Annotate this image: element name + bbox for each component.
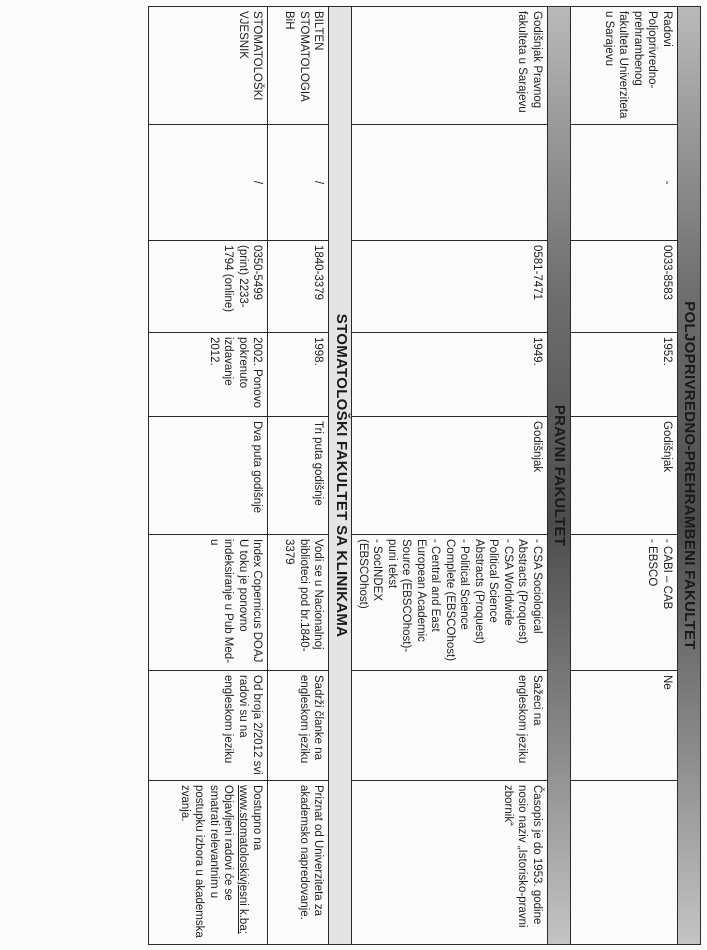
section-title: POLJOPRIVREDNO-PREHRAMBENI FAKULTET — [678, 7, 701, 945]
issn-cell: 1840-3379 — [268, 241, 329, 333]
journal-name-cell: STOMATOLOŠKI VJESNIK — [149, 7, 268, 125]
year-cell: 1949. — [352, 333, 548, 417]
issn-cell: 0350-5499 (print) 2233-1794 (online) — [149, 241, 268, 333]
table-row — [571, 7, 678, 945]
language-cell: Od broja 2/2012 svi radovi su na engleskom jeziku — [149, 671, 268, 781]
frequency-cell: Dva puta godišnje — [149, 417, 268, 535]
language-cell: Sažeci na engleskom jeziku — [352, 671, 548, 781]
frequency-cell: Godišnjak — [571, 417, 678, 535]
section-title: STOMATOLOŠKI FAKULTET SA KLINIKAMA — [329, 7, 352, 945]
database-item: - EBSCO — [646, 539, 659, 587]
issn-cell: 0581-7471 — [352, 241, 548, 333]
note-text: Objavljeni radovi će se smatrati relevantnim u postupku izbora u akademska zvanja. — [179, 785, 235, 938]
database-item: Vodi se u Nacionalnoj biblioteci pod br.1840-3379 — [283, 539, 325, 652]
journal-name-cell: BILTEN STOMATOLOGIA BiH — [268, 7, 329, 125]
databases-cell — [352, 535, 548, 671]
year-cell: 1952. — [571, 333, 678, 417]
language-cell: Sadrži članke na engleskom jeziku — [268, 671, 329, 781]
col2-cell: / — [149, 125, 268, 241]
database-item: - SocINDEX (EBSCOhost) — [357, 539, 384, 609]
journals-table — [149, 6, 702, 945]
section-header-pravni — [548, 7, 571, 945]
note-cell: Časopis je do 1953. godine nosio naziv „Istorisko-pravni zbornik“ — [352, 781, 548, 945]
journal-name-cell: Godišnjak Pravnog fakulteta u Sarajevu — [352, 7, 548, 125]
note-cell — [571, 781, 678, 945]
databases-cell — [149, 535, 268, 671]
year-cell: 1998. — [268, 333, 329, 417]
database-item: - CSA Worldwide Political Science Abstracts (Proquest) — [473, 539, 514, 644]
databases-cell — [268, 535, 329, 671]
section-header-stomatoloski — [329, 7, 352, 945]
table-row — [352, 7, 548, 945]
website-link[interactable]: www.stomatoloskivjesni k.ba; — [237, 785, 249, 934]
database-item: - Political Science Complete (EBSCOhost) — [444, 539, 471, 662]
issn-cell: 0033-8583 — [571, 241, 678, 333]
frequency-cell: Tri puta godišnje — [268, 417, 329, 535]
section-title: PRAVNI FAKULTET — [548, 7, 571, 945]
year-cell: 2002. Ponovo pokrenuto izdavanje 2012. — [149, 333, 268, 417]
database-item: - CSA Sociological Abstracts (Proquest) — [516, 539, 543, 644]
database-item: - Central and East European Academic Source (EBSCOhost)-puni tekst — [386, 539, 442, 653]
table-row — [149, 7, 268, 945]
database-item: U toku je ponovno indeksiranje u Pub Med-u — [208, 539, 249, 664]
note-cell: Priznat od Univerziteta za akademsko napredovanje. — [268, 781, 329, 945]
language-cell: Ne — [571, 671, 678, 781]
col2-cell: - — [571, 125, 678, 241]
section-header-poljoprivredno — [678, 7, 701, 945]
database-item: Index Copernicus DOAJ — [251, 539, 264, 663]
note-cell — [149, 781, 268, 945]
frequency-cell: Godišnjak — [352, 417, 548, 535]
col2-cell — [352, 125, 548, 241]
journal-name-cell: Radovi Poljoprivredno-prehrambenog fakulteta Univerziteta u Sarajevu — [571, 7, 678, 125]
database-item: - CABI – CAB — [661, 539, 673, 610]
table-row — [268, 7, 329, 945]
databases-cell — [571, 535, 678, 671]
col2-cell: / — [268, 125, 329, 241]
note-text: Dostupno na — [251, 785, 264, 851]
